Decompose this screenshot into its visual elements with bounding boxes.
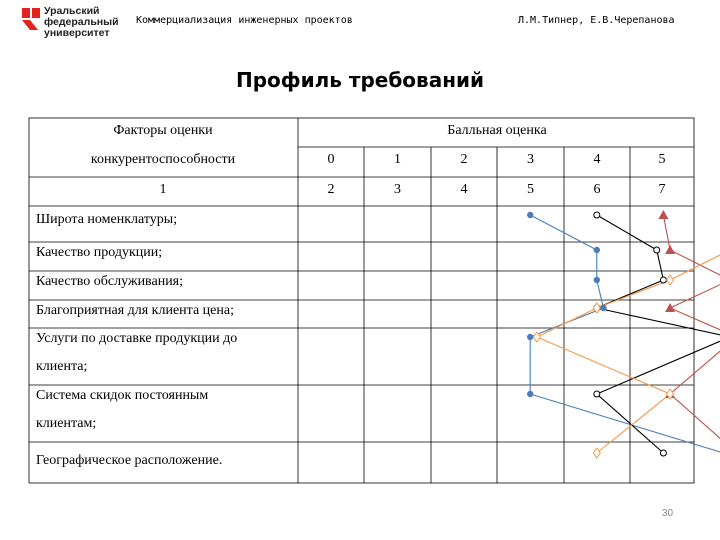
factor-label: Широта номенклатуры; bbox=[36, 212, 178, 227]
series-line bbox=[530, 215, 720, 453]
factor-header-line2: конкурентоспособности bbox=[90, 152, 236, 167]
factor-label: Географическое расположение. bbox=[36, 453, 223, 468]
index-label: 6 bbox=[593, 182, 601, 197]
index-label: 2 bbox=[327, 182, 335, 197]
score-header: Балльная оценка bbox=[447, 123, 547, 138]
index-label: 4 bbox=[460, 182, 468, 197]
series-point bbox=[527, 334, 533, 340]
series-point bbox=[594, 277, 600, 283]
factor-label: Качество продукции; bbox=[36, 245, 163, 260]
factor-label: Система скидок постоянным bbox=[36, 388, 209, 403]
series-point bbox=[660, 277, 666, 283]
series-point bbox=[600, 305, 606, 311]
index-label: 1 bbox=[159, 182, 167, 197]
score-label: 2 bbox=[460, 152, 468, 167]
series-point bbox=[527, 212, 533, 218]
factor-label: Качество обслуживания; bbox=[36, 274, 184, 289]
index-label: 3 bbox=[394, 182, 401, 197]
series-point bbox=[654, 247, 660, 253]
series-point bbox=[667, 275, 674, 285]
score-label: 1 bbox=[394, 152, 401, 167]
index-label: 5 bbox=[527, 182, 534, 197]
logo-line: федеральный bbox=[44, 16, 119, 28]
course-title: Коммерциализация инженерных проектов bbox=[136, 15, 353, 26]
score-label: 0 bbox=[327, 152, 335, 167]
factor-label: клиентам; bbox=[36, 416, 97, 431]
score-label: 4 bbox=[593, 152, 601, 167]
factor-header-line1: Факторы оценки bbox=[113, 123, 213, 138]
series-point bbox=[594, 247, 600, 253]
factor-label: Благоприятная для клиента цена; bbox=[36, 303, 234, 318]
series-point bbox=[665, 303, 675, 312]
score-label: 3 bbox=[527, 152, 534, 167]
series-point bbox=[593, 448, 600, 458]
series-point bbox=[527, 391, 533, 397]
series-point bbox=[665, 245, 675, 254]
series-point bbox=[660, 450, 666, 456]
factor-label: клиента; bbox=[36, 359, 88, 374]
page-title: Профиль требований bbox=[235, 68, 485, 92]
table-border bbox=[29, 118, 694, 483]
page-number: 30 bbox=[662, 508, 674, 519]
series-point bbox=[594, 212, 600, 218]
table-grid bbox=[29, 118, 694, 483]
factor-label: Услуги по доставке продукции до bbox=[36, 331, 238, 346]
series-point bbox=[658, 210, 668, 219]
series-point bbox=[594, 391, 600, 397]
score-label: 5 bbox=[658, 152, 666, 167]
index-label: 7 bbox=[658, 182, 666, 197]
logo-line: Уральский bbox=[44, 5, 100, 17]
authors: Л.М.Типнер, Е.В.Черепанова bbox=[518, 15, 675, 26]
logo-line: университет bbox=[44, 27, 110, 39]
